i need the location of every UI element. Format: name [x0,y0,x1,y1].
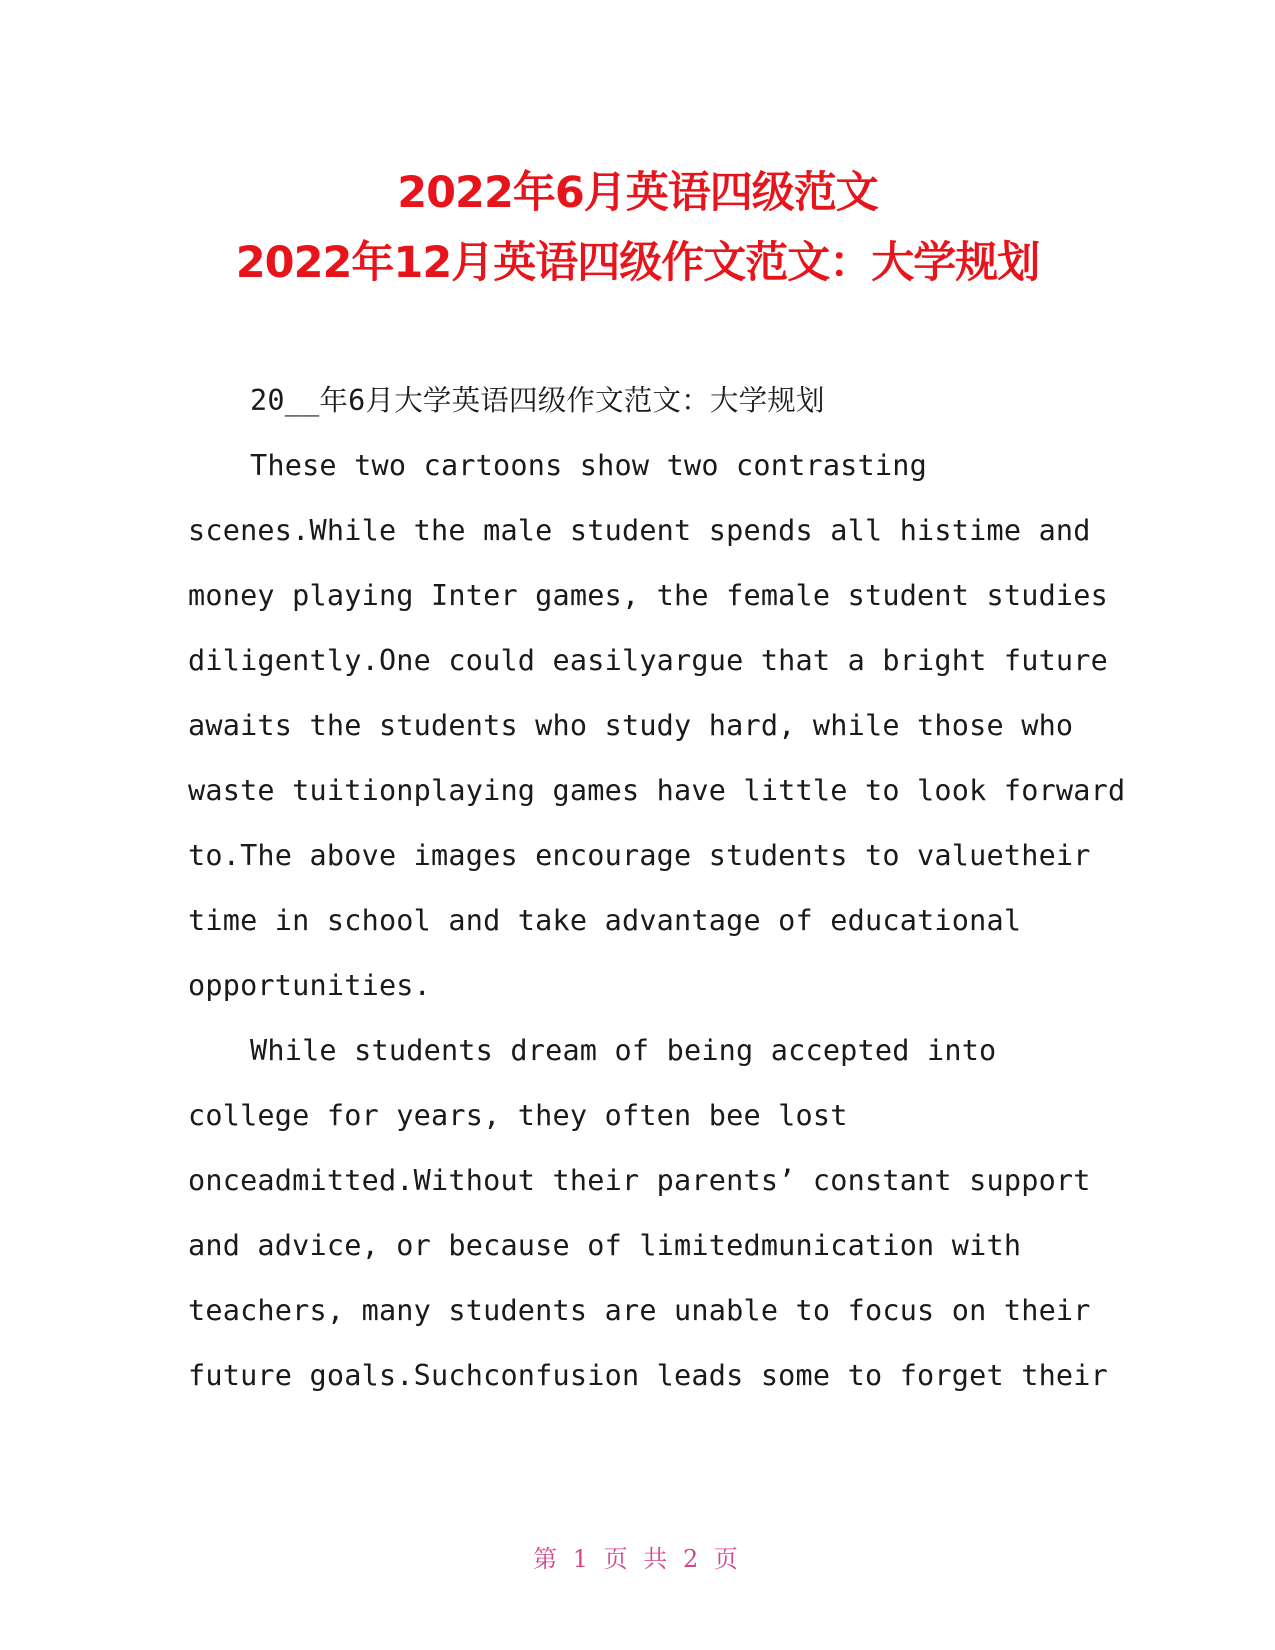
body-line: onceadmitted.Without their parents’ constant support [188,1164,1091,1197]
title-line-1: 2022年6月英语四级范文 [397,168,878,218]
body-line: awaits the students who study hard, while those who [188,709,1074,742]
body-line: to.The above images encourage students to valuetheir [188,839,1091,872]
body-line: waste tuitionplaying games have little to look forward [188,774,1126,807]
body-line: opportunities. [188,969,432,1002]
title-line-2: 2022年12月英语四级作文范文：大学规划 [235,238,1040,288]
document-title [0,158,1275,298]
body-line: diligently.One could easilyargue that a bright future [188,644,1108,677]
body-line: scenes.While the male student spends all histime and [188,514,1091,547]
body-line-subtitle: 20__年6月大学英语四级作文范文：大学规划 [250,384,825,417]
page-number-footer: 第 1 页 共 2 页 [533,1545,742,1573]
body-line: These two cartoons show two contrasting [250,449,927,482]
body-line: and advice, or because of limitedmunication with [188,1229,1022,1262]
body-line: money playing Inter games, the female student studies [188,579,1108,612]
body-line: college for years, they often bee lost [188,1099,848,1132]
body-line: While students dream of being accepted into [250,1034,997,1067]
body-line: time in school and take advantage of educational [188,904,1022,937]
body-line: future goals.Suchconfusion leads some to forget their [188,1359,1108,1392]
body-line: teachers, many students are unable to focus on their [188,1294,1091,1327]
document-body [188,368,1126,1408]
